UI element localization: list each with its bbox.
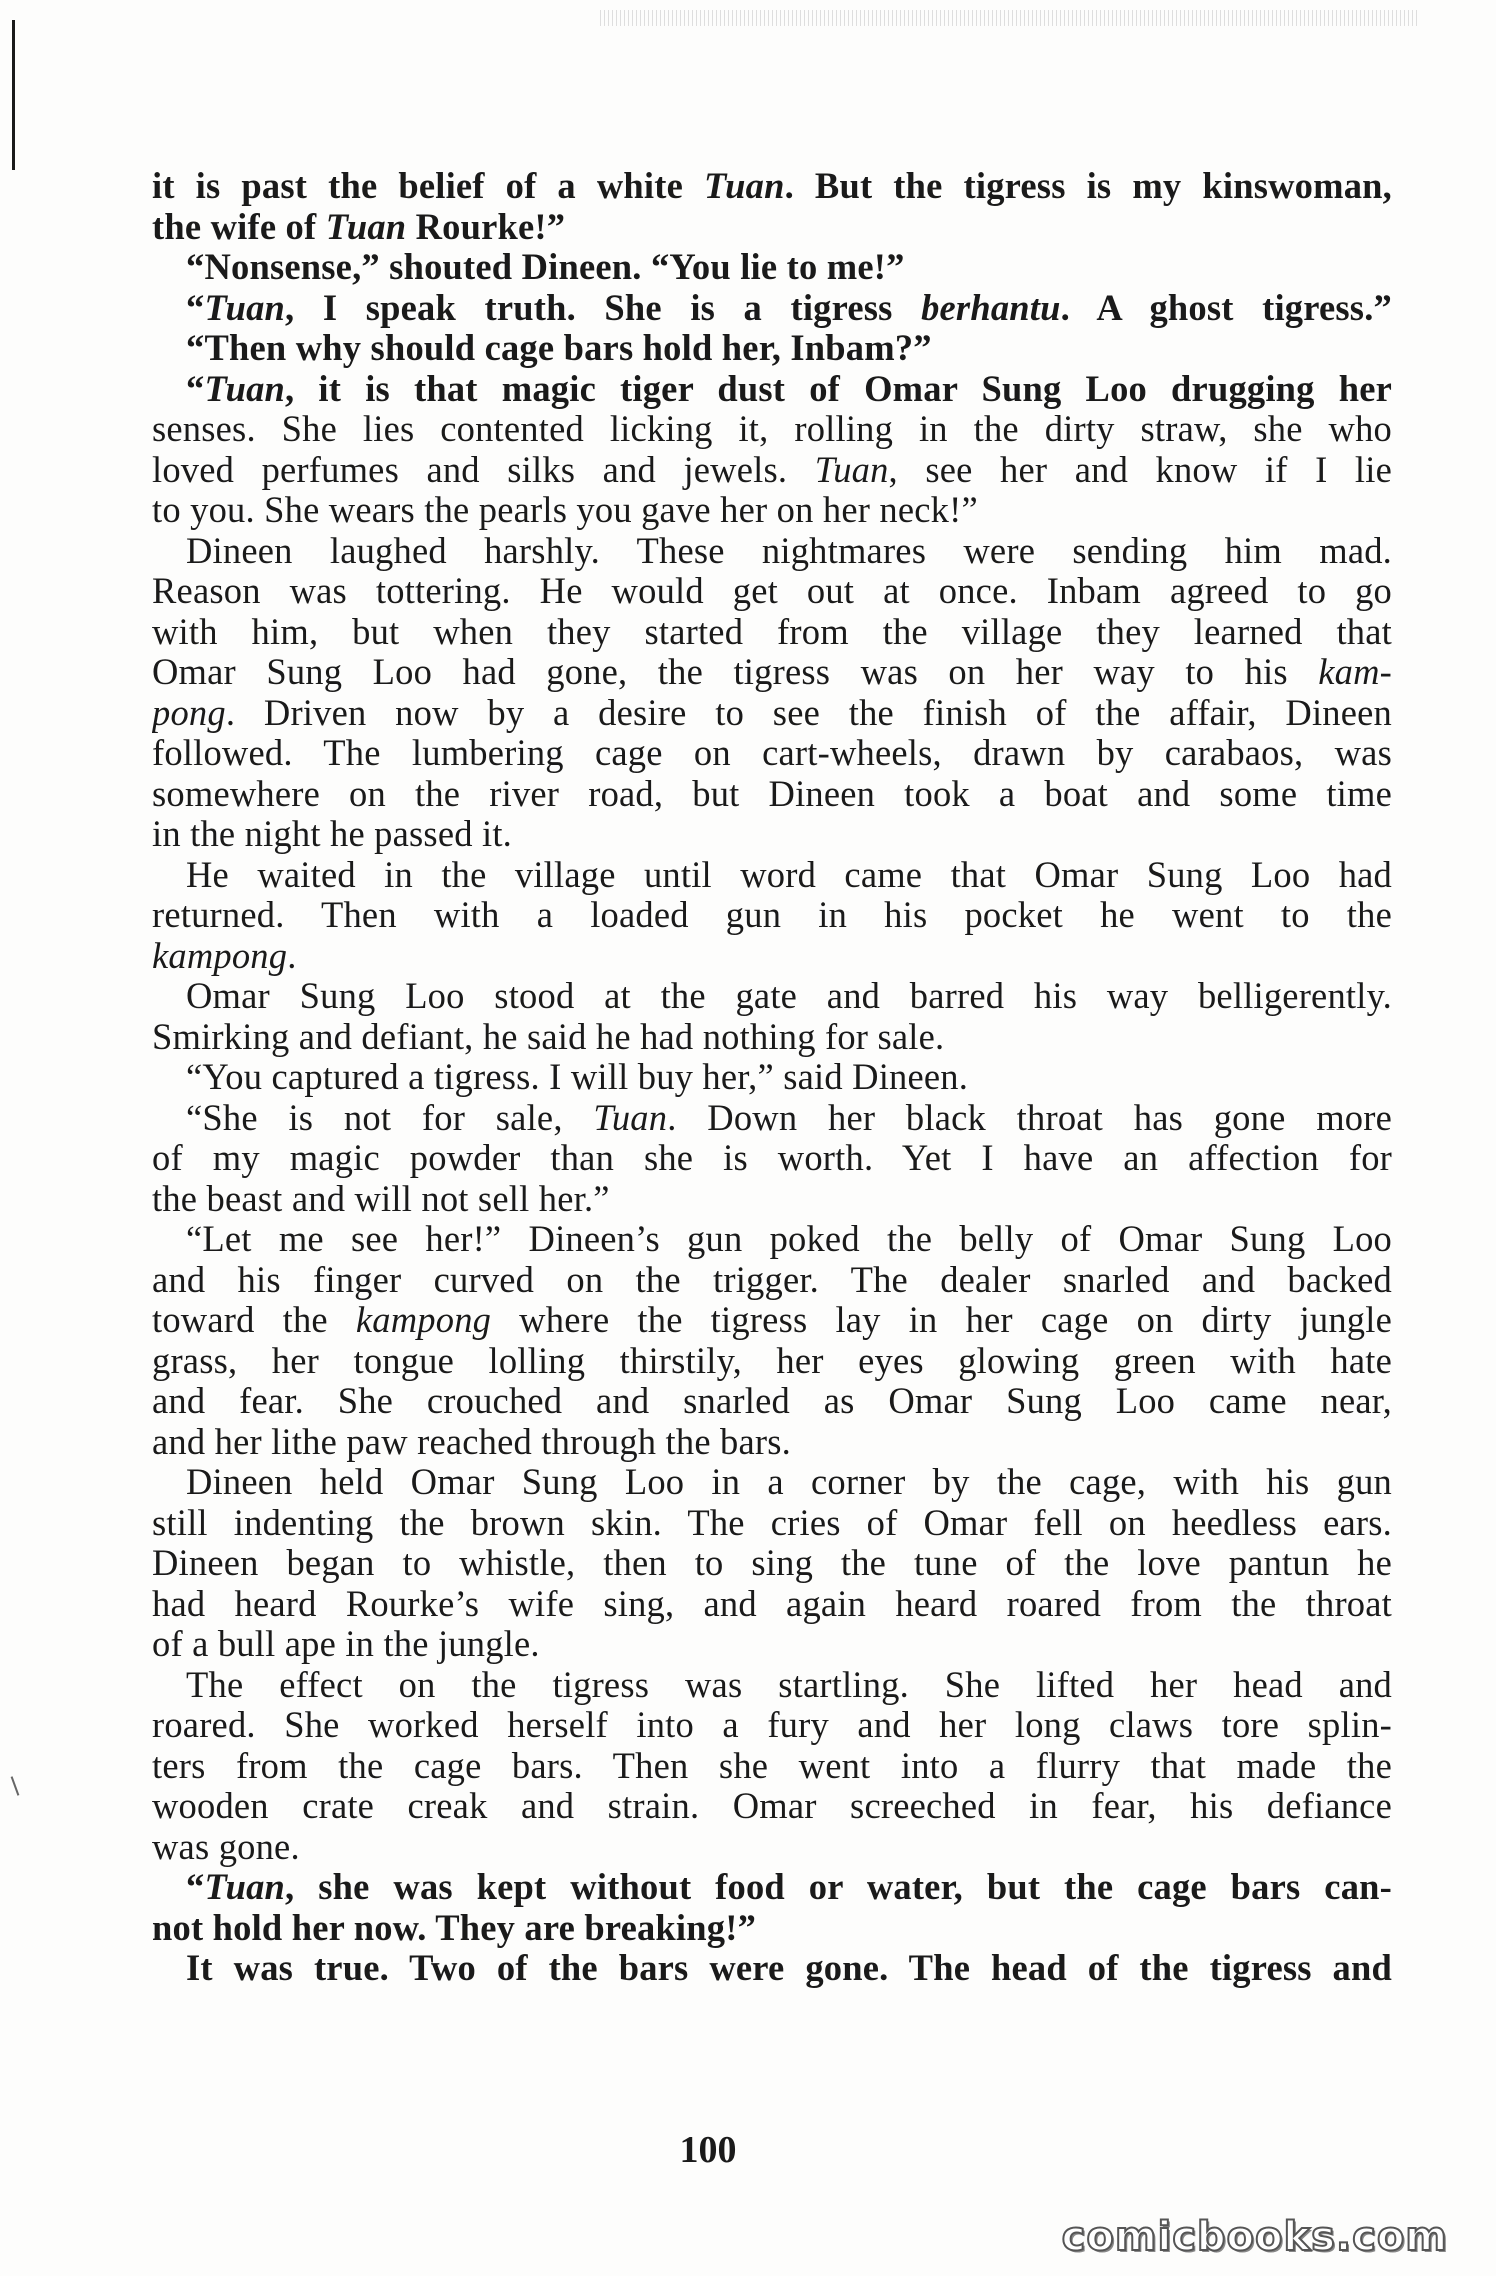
text-line: somewhere on the river road, but Dineen took a boat and some time <box>152 773 1392 814</box>
text-line: “She is not for sale, Tuan. Down her black throat has gone more <box>186 1097 1392 1138</box>
text-line: followed. The lumbering cage on cart-wheels, drawn by carabaos, was <box>152 733 1392 773</box>
page-number <box>0 2128 1496 2172</box>
text-line: “Nonsense,” shouted Dineen. “You lie to me!” <box>186 247 905 287</box>
text-line: Dineen began to whistle, then to sing the tune of the love pantun he <box>152 1543 1392 1583</box>
text-line: toward the kampong where the tigress lay in her cage on dirty jungle <box>152 1300 1392 1340</box>
scan-edge-line <box>12 20 15 170</box>
text-line: loved perfumes and silks and jewels. Tuan, see her and know if I lie <box>152 449 1392 490</box>
text-line: senses. She lies contented licking it, rolling in the dirty straw, she who <box>152 409 1392 449</box>
text-line: of a bull ape in the jungle. <box>152 1624 540 1664</box>
text-line: grass, her tongue lolling thirstily, her eyes glowing green with hate <box>152 1340 1392 1381</box>
text-line: Reason was tottering. He would get out at once. Inbam agreed to go <box>152 571 1392 611</box>
page-number-text: 100 <box>679 2129 737 2171</box>
text-line: wooden crate creak and strain. Omar screeched in fear, his defiance <box>152 1786 1392 1826</box>
text-line: pong. Driven now by a desire to see the finish of the affair, Dineen <box>152 692 1392 733</box>
text-line: with him, but when they started from the village they learned that <box>152 611 1392 652</box>
text-line: still indenting the brown skin. The cries of Omar fell on heedless ears. <box>152 1502 1392 1543</box>
text-line: “Let me see her!” Dineen’s gun poked the belly of Omar Sung Loo <box>186 1219 1392 1259</box>
text-line: the beast and will not sell her.” <box>152 1178 610 1219</box>
text-line: Smirking and defiant, he said he had nothing for sale. <box>152 1016 945 1057</box>
text-line: to you. She wears the pearls you gave her on her neck!” <box>152 490 978 530</box>
text-line: The effect on the tigress was startling. She lifted her head and <box>186 1664 1392 1705</box>
text-line: Dineen held Omar Sung Loo in a corner by the cage, with his gun <box>186 1462 1392 1502</box>
text-line: Omar Sung Loo stood at the gate and barred his way belligerently. <box>186 976 1392 1016</box>
text-line: ters from the cage bars. Then she went into a flurry that made the <box>152 1745 1392 1786</box>
text-line: not hold her now. They are breaking!” <box>152 1907 757 1948</box>
body-text <box>152 166 1392 1989</box>
scan-top-noise <box>600 10 1420 26</box>
text-line: Dineen laughed harshly. These nightmares were sending him mad. <box>186 530 1392 571</box>
text-line: and his finger curved on the trigger. The dealer snarled and backed <box>152 1259 1392 1300</box>
text-line: It was true. Two of the bars were gone. The head of the tigress and <box>186 1948 1392 1988</box>
text-line: “Tuan, she was kept without food or water, but the cage bars can- <box>186 1867 1392 1907</box>
text-line: kampong. <box>152 935 297 976</box>
text-line: roared. She worked herself into a fury and her long claws tore splin- <box>152 1705 1392 1745</box>
text-line: of my magic powder than she is worth. Yet I have an affection for <box>152 1138 1392 1178</box>
text-line: Omar Sung Loo had gone, the tigress was on her way to his kam- <box>152 652 1392 692</box>
site-watermark: comicbooks.com <box>1061 2214 1448 2260</box>
text-line: “Then why should cage bars hold her, Inbam?” <box>186 328 932 368</box>
text-line: “Tuan, it is that magic tiger dust of Omar Sung Loo drugging her <box>186 368 1392 409</box>
text-line: “Tuan, I speak truth. She is a tigress berhantu. A ghost tigress.” <box>186 287 1392 328</box>
text-line: He waited in the village until word came that Omar Sung Loo had <box>186 854 1392 895</box>
text-line: and fear. She crouched and snarled as Omar Sung Loo came near, <box>152 1381 1392 1421</box>
text-line: the wife of Tuan Rourke!” <box>152 206 566 247</box>
text-line: “You captured a tigress. I will buy her,” said Dineen. <box>186 1057 969 1097</box>
text-line: in the night he passed it. <box>152 814 513 854</box>
text-line: was gone. <box>152 1826 300 1867</box>
text-line: had heard Rourke’s wife sing, and again heard roared from the throat <box>152 1583 1392 1624</box>
text-line: and her lithe paw reached through the bars. <box>152 1421 791 1462</box>
scan-mark <box>11 1776 20 1795</box>
text-line: returned. Then with a loaded gun in his pocket he went to the <box>152 895 1392 935</box>
text-line: it is past the belief of a white Tuan. But the tigress is my kinswoman, <box>152 166 1392 206</box>
